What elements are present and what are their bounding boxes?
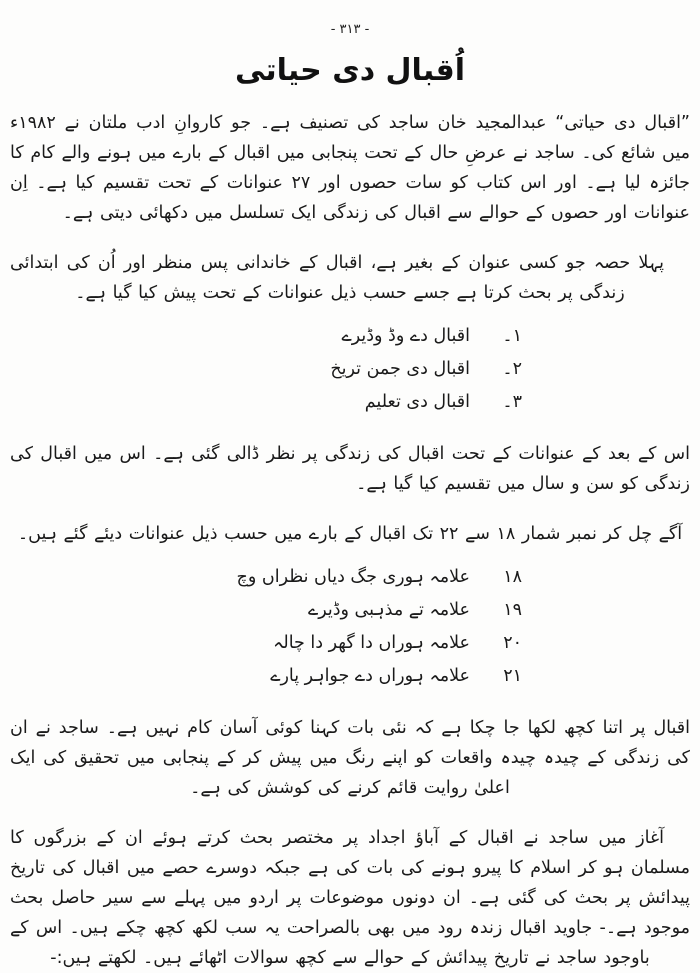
topic-list [10, 561, 690, 693]
item-number: ۱۹ [503, 600, 522, 620]
list-item [10, 386, 522, 419]
intro-paragraph: ”اقبال دی حیاتی“ عبدالمجید خان ساجد کی تصنیف ہے۔ جو کاروانِ ادب ملتان نے ۱۹۸۲ء میں شائع کی۔ ساجد نے عرضِ حال کے تحت پنجابی میں اقبال کے بارے میں ہونے والے کام کا جائزہ لیا ہے۔ اور اس کتاب کو سات حصوں اور ۲۷ عنوانات کے تحت تقسیم کیا ہے۔ اِن عنوانات اور حصوں کے حوالے سے اقبال کی زندگی ایک تسلسل میں دکھائی دیتی ہے۔ [10, 113, 690, 223]
chapter-list [10, 320, 690, 419]
item-label: علامہ ہوری جگ دیاں نظراں وچ [236, 567, 470, 587]
page-title: اُقبال دی حیاتی [235, 53, 465, 88]
item-number: ۲۔ [502, 359, 522, 379]
list-item [10, 627, 522, 660]
item-label: علامہ تے مذہبی وڈیرے [307, 600, 470, 620]
item-number: ۲۰ [503, 633, 522, 653]
closing-paragraph: آغاز میں ساجد نے اقبال کے آباؤ اجداد پر مختصر بحث کرتے ہوئے ان کے بزرگوں کا مسلمان ہو کر اسلام کا پیرو ہونے کی بات کی ہے جبکہ دوسرے حصے میں اقبال کی تاریخ پیدائش پر بحث کی گئی ہے۔ ان دونوں موضوعات پر اردو میں پہلے سے سیر حاصل بحث موجود ہے۔- جاوید اقبال زندہ رود میں بھی بالصراحت یہ سب لکھ کچھ چکے ہیں۔ اس کے باوجود ساجد نے تاریخ پیدائش کے حوالے سے کچھ سوالات اٹھائے ہیں۔ لکھتے ہیں:- [10, 828, 690, 968]
item-label: اقبال دے وڈ وڈیرے [341, 326, 470, 346]
research-tradition-paragraph: اقبال پر اتنا کچھ لکھا جا چکا ہے کہ نئی بات کہنا کوئی آسان کام نہیں ہے۔ ساجد نے ان کی زندگی کے چیدہ چیدہ واقعات کو اپنے رنگ میں پیش کر کے پنجابی میں تحقیق کی ایک اعلیٰ روایت قائم کرنے کی کوشش کی ہے۔ [10, 718, 690, 798]
list-item [10, 320, 522, 353]
item-number: ۱۔ [502, 326, 522, 346]
list-item [10, 660, 522, 693]
item-label: اقبال دی جمن تریخ [330, 359, 470, 379]
item-number: ۳۔ [502, 392, 522, 412]
topics-intro-paragraph: آگے چل کر نمبر شمار ۱۸ سے ۲۲ تک اقبال کے بارے میں حسب ذیل عنوانات دیئے گئے ہیں۔ [17, 524, 683, 544]
item-label: علامہ ہوراں دا گھر دا چالہ [273, 633, 470, 653]
item-label: اقبال دی تعلیم [364, 392, 470, 412]
item-number: ۲۱ [503, 666, 522, 686]
item-number: ۱۸ [503, 567, 522, 587]
list-item [10, 353, 522, 386]
page-number: - ۳۱۳ - [330, 22, 370, 37]
list-item [10, 594, 522, 627]
list-item [10, 561, 522, 594]
item-label: علامہ ہوراں دے جواہر پارے [270, 666, 470, 686]
life-overview-paragraph: اس کے بعد کے عنوانات کے تحت اقبال کی زندگی پر نظر ڈالی گئی ہے۔ اس میں اقبال کی زندگی کو سن و سال میں تقسیم کیا گیا ہے۔ [10, 444, 690, 494]
first-section-paragraph: پہلا حصہ جو کسی عنوان کے بغیر ہے، اقبال کے خاندانی پس منظر اور اُن کی ابتدائی زندگی پر بحث کرتا ہے جسے حسب ذیل عنوانات کے تحت پیش کیا گیا ہے۔ [10, 253, 664, 303]
